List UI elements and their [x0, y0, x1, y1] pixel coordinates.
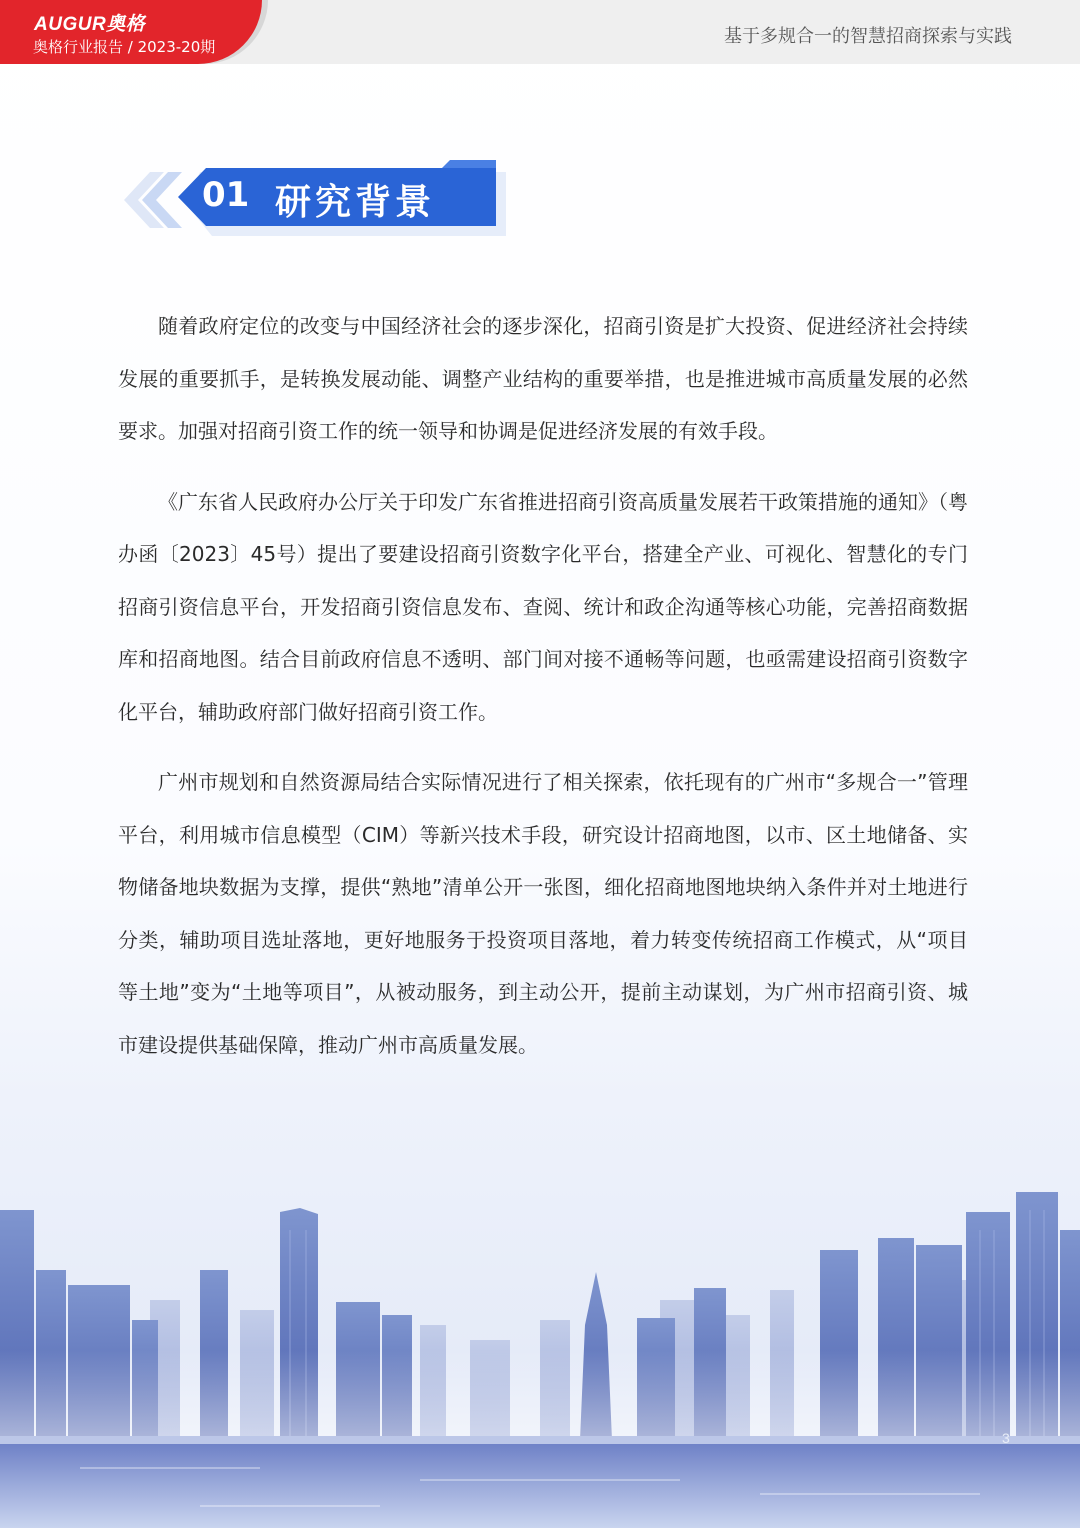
- page-header: [0, 0, 1080, 64]
- section-heading: [120, 160, 510, 240]
- paragraph-2: 《广东省人民政府办公厅关于印发广东省推进招商引资高质量发展若干政策措施的通知》（粤办函〔2023〕45号）提出了要建设招商引资数字化平台，搭建全产业、可视化、智慧化的专门招商引资信息平台，开发招商引资信息发布、查阅、统计和政企沟通等核心功能，完善招商数据库和招商地图。结合目前政府信息不透明、部门间对接不通畅等问题，也亟需建设招商引资数字化平台，辅助政府部门做好招商引资工作。: [118, 489, 968, 724]
- section-number: 01: [202, 175, 250, 215]
- brand-band: [0, 0, 262, 64]
- report-issue-label: 奥格行业报告 / 2023-20期: [33, 38, 216, 56]
- page-number: 3: [1002, 1430, 1010, 1446]
- paragraph-3: 广州市规划和自然资源局结合实际情况进行了相关探索，依托现有的广州市“多规合一”管理平台，利用城市信息模型（CIM）等新兴技术手段，研究设计招商地图，以市、区土地储备、实物储备地块数据为支撑，提供“熟地”清单公开一张图，细化招商地图地块纳入条件并对土地进行分类，辅助项目选址落地，更好地服务于投资项目落地，着力转变传统招商工作模式，从“项目等土地”变为“土地等项目”，从被动服务，到主动公开，提前主动谋划，为广州市招商引资、城市建设提供基础保障，推动广州市高质量发展。: [118, 770, 968, 1057]
- city-skyline-illustration: [0, 1150, 1080, 1528]
- brand-logo: AUGUR奥格: [34, 14, 146, 35]
- paragraph-1: 随着政府定位的改变与中国经济社会的逐步深化，招商引资是扩大投资、促进经济社会持续发展的重要抓手，是转换发展动能、调整产业结构的重要举措，也是推进城市高质量发展的必然要求。加强对招商引资工作的统一领导和协调是促进经济发展的有效手段。: [118, 314, 968, 443]
- body-text: [118, 300, 968, 1089]
- section-title: 研究背景: [275, 182, 436, 223]
- document-title: 基于多规合一的智慧招商探索与实践: [724, 26, 1012, 47]
